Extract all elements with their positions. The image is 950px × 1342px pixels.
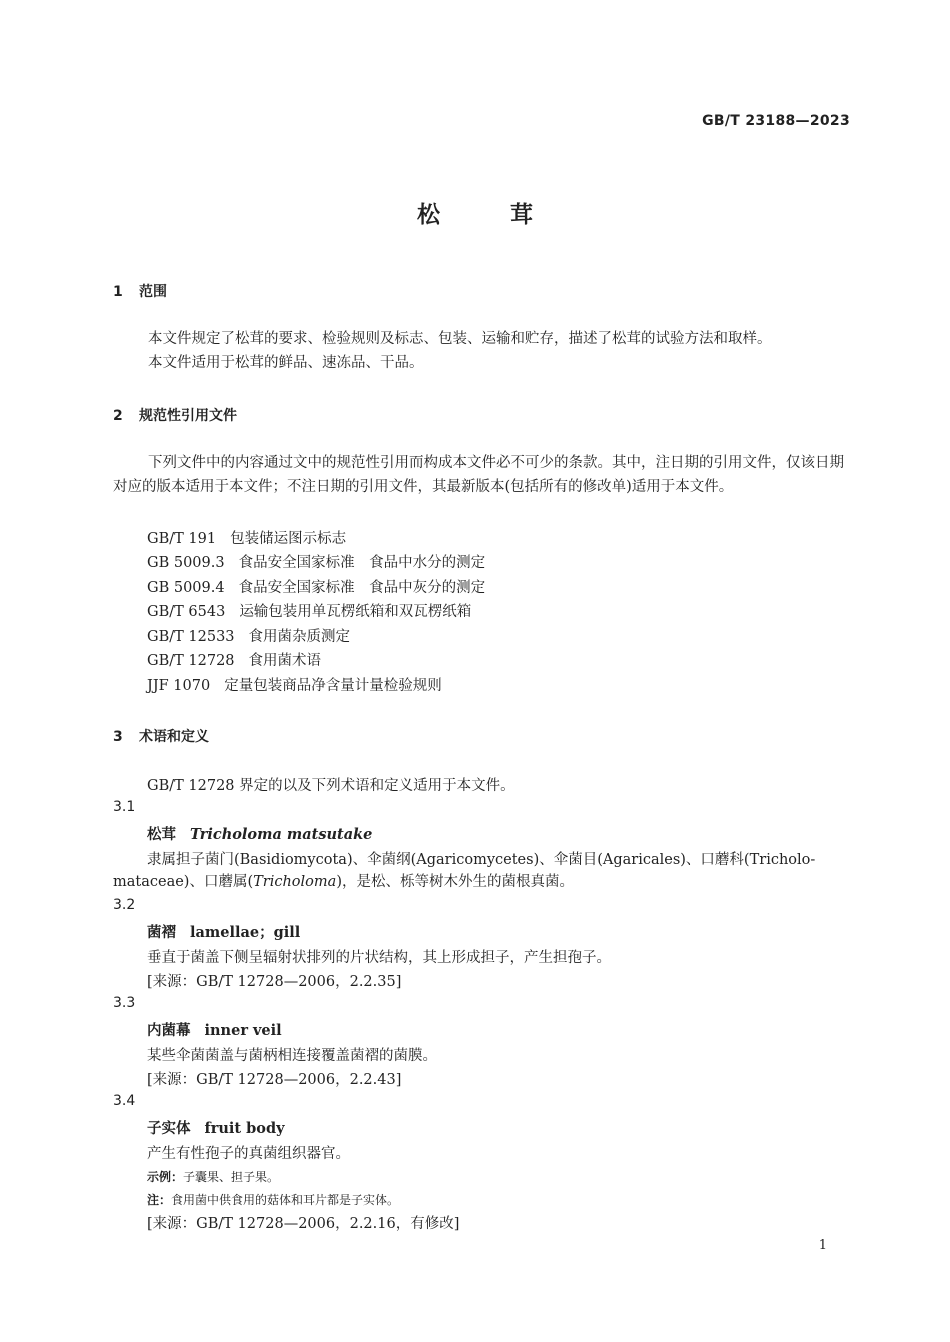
section-title: 范围 [139, 284, 167, 300]
reference-item [147, 527, 346, 548]
term-number: 3.4 [113, 1093, 136, 1109]
section-1-heading [113, 281, 167, 301]
reference-code: GB/T 12533 [147, 629, 235, 645]
term-zh: 菌褶 [147, 925, 176, 941]
reference-title: 食品安全国家标准 食品中灰分的测定 [238, 580, 486, 596]
term-en: fruit body [204, 1120, 285, 1137]
definition-text: )，是松、栎等树木外生的菌根真菌。 [336, 874, 574, 890]
section-number: 1 [113, 284, 123, 300]
reference-title: 定量包装商品净含量计量检验规则 [224, 678, 442, 694]
reference-code: GB/T 191 [147, 531, 217, 547]
term-en: inner veil [204, 1022, 282, 1039]
term-source: [来源：GB/T 12728—2006，2.2.43] [147, 1072, 402, 1088]
term-definition: 产生有性孢子的真菌组织器官。 [147, 1146, 350, 1162]
reference-title: 运输包装用单瓦楞纸箱和双瓦楞纸箱 [239, 604, 472, 620]
reference-title: 包装储运图示标志 [230, 531, 347, 547]
term-source: [来源：GB/T 12728—2006，2.2.35] [147, 974, 402, 990]
section-number: 3 [113, 729, 123, 745]
scope-paragraph-1: 本文件规定了松茸的要求、检验规则及标志、包装、运输和贮存，描述了松茸的试验方法和取样。 [148, 331, 772, 347]
reference-code: GB 5009.4 [147, 580, 225, 596]
title-char-1: 松 [417, 202, 440, 228]
definition-text: mataceae)、口蘑属( [113, 874, 254, 890]
standard-code: GB/T 23188—2023 [702, 113, 850, 129]
term-note [147, 1191, 399, 1208]
term-number: 3.2 [113, 897, 136, 913]
reference-code: GB/T 6543 [147, 604, 226, 620]
genus-name: Tricholoma [253, 874, 337, 890]
example-label: 示例： [147, 1170, 184, 1184]
scope-paragraph-2: 本文件适用于松茸的鲜品、速冻品、干品。 [148, 355, 424, 371]
term-definition: 某些伞菌菌盖与菌柄相连接覆盖菌褶的菌膜。 [147, 1048, 437, 1064]
terms-intro: GB/T 12728 界定的以及下列术语和定义适用于本文件。 [147, 778, 515, 794]
reference-item [147, 625, 350, 646]
reference-title: 食用菌术语 [248, 653, 322, 669]
reference-title: 食用菌杂质测定 [248, 629, 351, 645]
reference-code: GB 5009.3 [147, 555, 225, 571]
reference-code: GB/T 12728 [147, 653, 235, 669]
reference-item [147, 674, 442, 695]
term-example [147, 1168, 279, 1185]
section-2-heading [113, 405, 237, 425]
references-intro: 下列文件中的内容通过文中的规范性引用而构成本文件必不可少的条款。其中，注日期的引用文件，仅该日期对应的版本适用于本文件；不注日期的引用文件，其最新版本(包括所有的修改单)适用于本文件。 [113, 455, 844, 495]
title-char-2: 茸 [510, 202, 533, 228]
term-number: 3.1 [113, 799, 136, 815]
section-number: 2 [113, 408, 123, 424]
reference-item [147, 551, 485, 572]
example-text: 子囊果、担子果。 [183, 1170, 280, 1184]
reference-title: 食品安全国家标准 食品中水分的测定 [238, 555, 486, 571]
term-en: lamellae；gill [190, 924, 301, 941]
term-definition: 垂直于菌盖下侧呈辐射状排列的片状结构，其上形成担子，产生担孢子。 [147, 950, 611, 966]
reference-code: JJF 1070 [147, 678, 211, 694]
document-title [0, 196, 950, 229]
term-definition-continued [113, 870, 850, 894]
term-number: 3.3 [113, 995, 136, 1011]
term-zh: 内菌幕 [147, 1023, 191, 1039]
reference-item [147, 600, 471, 621]
term-zh: 子实体 [147, 1121, 191, 1137]
reference-item [147, 649, 321, 670]
page-number: 1 [818, 1238, 827, 1253]
section-title: 术语和定义 [139, 729, 209, 745]
term-en: Tricholoma matsutake [190, 826, 373, 843]
term-heading [147, 1019, 282, 1040]
term-source: [来源：GB/T 12728—2006，2.2.16，有修改] [147, 1216, 460, 1232]
term-definition: 隶属担子菌门(Basidiomycota)、伞菌纲(Agaricomycetes)、伞菌目(Agaricales)、口蘑科(Tricholo- [147, 852, 816, 868]
note-text: 食用菌中供食用的菇体和耳片都是子实体。 [171, 1193, 400, 1207]
term-heading [147, 823, 372, 844]
section-3-heading [113, 726, 209, 746]
term-heading [147, 921, 300, 942]
reference-item [147, 576, 485, 597]
note-label: 注： [147, 1193, 172, 1207]
section-title: 规范性引用文件 [139, 408, 237, 424]
term-heading [147, 1117, 285, 1138]
term-zh: 松茸 [147, 827, 176, 843]
